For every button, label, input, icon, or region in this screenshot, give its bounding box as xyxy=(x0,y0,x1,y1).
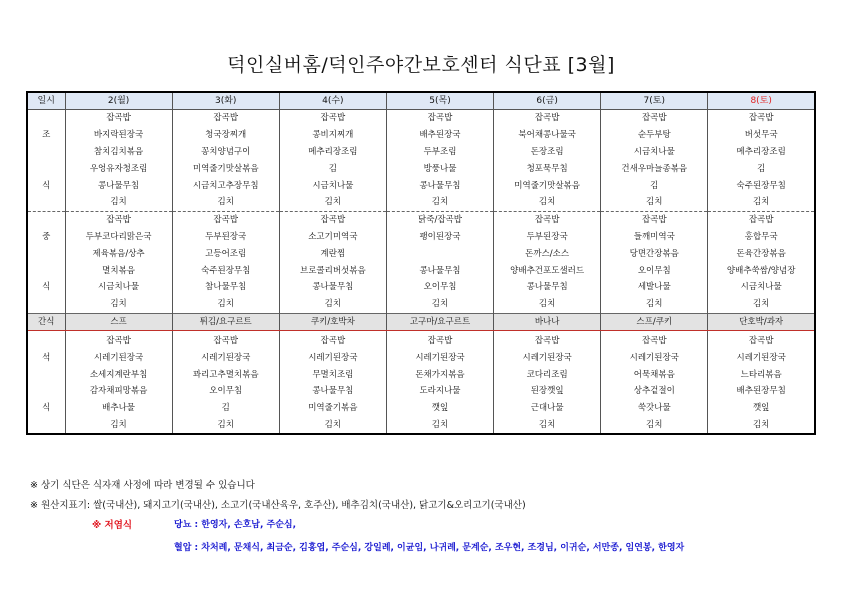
menu-cell: 바지락된장국 xyxy=(65,127,172,144)
menu-cell: 김 xyxy=(172,400,279,417)
menu-cell: 참치김치볶음 xyxy=(65,144,172,161)
menu-cell: 들깨미역국 xyxy=(601,229,708,246)
menu-cell: 잡곡밥 xyxy=(65,211,172,228)
menu-cell: 꽁치양념구이 xyxy=(172,144,279,161)
snack-cell: 스프 xyxy=(65,313,172,330)
menu-cell: 어묵채볶음 xyxy=(601,366,708,383)
menu-cell: 코다리조림 xyxy=(494,366,601,383)
menu-cell: 김치 xyxy=(279,194,386,211)
breakfast-label-cell xyxy=(27,194,65,211)
menu-cell: 미역줄기맛살볶음 xyxy=(172,160,279,177)
menu-cell: 근대나물 xyxy=(494,400,601,417)
menu-cell: 제육볶음/상추 xyxy=(65,245,172,262)
breakfast-row xyxy=(27,110,815,127)
menu-cell: 닭죽/잡곡밥 xyxy=(386,211,493,228)
menu-cell: 숙주된장무침 xyxy=(172,262,279,279)
menu-cell: 김치 xyxy=(172,296,279,313)
snack-cell: 고구마/요구르트 xyxy=(386,313,493,330)
menu-cell: 두부코다리맑은국 xyxy=(65,229,172,246)
menu-cell: 순두부탕 xyxy=(601,127,708,144)
dinner-row xyxy=(27,383,815,400)
menu-cell: 시레기된장국 xyxy=(708,349,815,366)
menu-cell: 잡곡밥 xyxy=(494,333,601,350)
day-header: 8(토) xyxy=(708,92,815,110)
menu-cell: 소세지계란부침 xyxy=(65,366,172,383)
menu-cell: 시레기된장국 xyxy=(494,349,601,366)
menu-cell: 콩나물무침 xyxy=(65,177,172,194)
breakfast-label: 식 xyxy=(27,177,65,194)
menu-cell: 두부조림 xyxy=(386,144,493,161)
menu-cell: 우엉유자청조림 xyxy=(65,160,172,177)
day-header: 5(목) xyxy=(386,92,493,110)
menu-cell: 배추된장국 xyxy=(386,127,493,144)
lunch-label-cell xyxy=(27,211,65,228)
snack-cell: 튀김/요구르트 xyxy=(172,313,279,330)
menu-cell: 멸치볶음 xyxy=(65,262,172,279)
menu-cell: 김치 xyxy=(65,296,172,313)
lunch-label: 식 xyxy=(27,279,65,296)
menu-cell: 시레기된장국 xyxy=(601,349,708,366)
header-row xyxy=(27,92,815,110)
menu-cell: 방풍나물 xyxy=(386,160,493,177)
breakfast-row xyxy=(27,127,815,144)
menu-cell xyxy=(386,245,493,262)
menu-cell: 잡곡밥 xyxy=(494,211,601,228)
lunch-row xyxy=(27,262,815,279)
header-corner: 일시 xyxy=(27,92,65,110)
diabetes-list: 당뇨 : 한영자, 손호남, 주순심, xyxy=(174,520,297,530)
menu-cell: 양배추쑥쌈/양념장 xyxy=(708,262,815,279)
menu-cell: 김치 xyxy=(708,194,815,211)
menu-cell: 잡곡밥 xyxy=(65,110,172,127)
menu-cell: 김치 xyxy=(172,194,279,211)
menu-cell: 시금치나물 xyxy=(708,279,815,296)
menu-cell: 돈채가지볶음 xyxy=(386,366,493,383)
lunch-label: 중 xyxy=(27,229,65,246)
menu-cell: 김치 xyxy=(386,194,493,211)
menu-cell: 깻잎 xyxy=(386,400,493,417)
dinner-label: 식 xyxy=(27,400,65,417)
menu-cell: 청포묵무침 xyxy=(494,160,601,177)
breakfast-label-cell xyxy=(27,110,65,127)
breakfast-label: 조 xyxy=(27,127,65,144)
menu-cell: 시금치나물 xyxy=(279,177,386,194)
menu-cell: 김치 xyxy=(65,194,172,211)
menu-cell: 시레기된장국 xyxy=(279,349,386,366)
lunch-row xyxy=(27,296,815,313)
menu-cell: 김치 xyxy=(172,417,279,435)
menu-cell: 시금치나물 xyxy=(601,144,708,161)
menu-cell: 배추나물 xyxy=(65,400,172,417)
menu-cell: 김치 xyxy=(601,194,708,211)
menu-cell: 잡곡밥 xyxy=(708,110,815,127)
lunch-row xyxy=(27,279,815,296)
dinner-label-cell xyxy=(27,366,65,383)
menu-cell: 오이무침 xyxy=(172,383,279,400)
dinner-label: 석 xyxy=(27,349,65,366)
menu-table xyxy=(26,91,816,435)
menu-cell: 콩나물무침 xyxy=(279,279,386,296)
breakfast-label-cell xyxy=(27,160,65,177)
menu-cell: 잡곡밥 xyxy=(601,211,708,228)
menu-cell: 두부된장국 xyxy=(172,229,279,246)
hypertension-list: 혈압 : 차처례, 문채식, 최금순, 김홍엽, 주순심, 강일례, 이균임, 나귀례, 문계순, 조우현, 조경님, 이귀순, 서만종, 임연봉, 한영자 xyxy=(174,543,685,553)
menu-cell: 건새우마늘종볶음 xyxy=(601,160,708,177)
change-notice: ※ 상기 식단은 식자재 사정에 따라 변경될 수 있습니다 xyxy=(30,480,255,491)
menu-cell: 느타리볶음 xyxy=(708,366,815,383)
menu-cell: 양배추건포도샐러드 xyxy=(494,262,601,279)
menu-cell: 깻잎 xyxy=(708,400,815,417)
menu-cell: 두부된장국 xyxy=(494,229,601,246)
menu-cell: 홍합무국 xyxy=(708,229,815,246)
dinner-row xyxy=(27,333,815,350)
dinner-row xyxy=(27,400,815,417)
menu-cell: 김치 xyxy=(708,296,815,313)
dinner-row xyxy=(27,366,815,383)
menu-cell: 숙주된장무침 xyxy=(708,177,815,194)
menu-cell: 메추리장조림 xyxy=(708,144,815,161)
page-title: 덕인실버홈/덕인주야간보호센터 식단표 [3월] xyxy=(227,54,615,76)
menu-cell: 꽈리고추멸치볶음 xyxy=(172,366,279,383)
dinner-row xyxy=(27,349,815,366)
menu-cell: 고등어조림 xyxy=(172,245,279,262)
menu-cell: 돈육간장볶음 xyxy=(708,245,815,262)
snack-cell: 쿠키/호박차 xyxy=(279,313,386,330)
menu-cell: 북어채콩나물국 xyxy=(494,127,601,144)
lunch-row xyxy=(27,245,815,262)
menu-cell: 시금치나물 xyxy=(65,279,172,296)
menu-cell: 잡곡밥 xyxy=(386,333,493,350)
menu-cell: 시금치고추장무침 xyxy=(172,177,279,194)
dinner-label-cell xyxy=(27,417,65,435)
day-header: 3(화) xyxy=(172,92,279,110)
menu-cell: 쑥갓나물 xyxy=(601,400,708,417)
menu-cell: 브로콜리버섯볶음 xyxy=(279,262,386,279)
menu-cell: 김치 xyxy=(494,417,601,435)
lunch-label-cell xyxy=(27,296,65,313)
menu-cell: 잡곡밥 xyxy=(172,211,279,228)
menu-cell: 시레기된장국 xyxy=(65,349,172,366)
menu-cell: 김치 xyxy=(494,194,601,211)
menu-cell: 김치 xyxy=(708,417,815,435)
menu-cell: 오이무침 xyxy=(386,279,493,296)
menu-cell: 김치 xyxy=(386,417,493,435)
breakfast-row xyxy=(27,177,815,194)
snack-cell: 단호박/과자 xyxy=(708,313,815,330)
menu-cell: 잡곡밥 xyxy=(708,211,815,228)
menu-cell: 잡곡밥 xyxy=(172,333,279,350)
menu-cell: 콩나물무침 xyxy=(386,177,493,194)
menu-cell: 김 xyxy=(279,160,386,177)
menu-cell: 잡곡밥 xyxy=(601,110,708,127)
menu-cell: 잡곡밥 xyxy=(279,110,386,127)
menu-cell: 김치 xyxy=(601,417,708,435)
menu-cell: 김치 xyxy=(601,296,708,313)
menu-cell: 팽이된장국 xyxy=(386,229,493,246)
day-header: 6(금) xyxy=(494,92,601,110)
menu-cell: 세발나물 xyxy=(601,279,708,296)
low-salt-label: ※ 저염식 xyxy=(92,520,133,531)
breakfast-label-cell xyxy=(27,144,65,161)
menu-cell: 잡곡밥 xyxy=(279,333,386,350)
menu-cell: 소고기미역국 xyxy=(279,229,386,246)
menu-cell: 시레기된장국 xyxy=(386,349,493,366)
dinner-label-cell xyxy=(27,333,65,350)
day-header: 4(수) xyxy=(279,92,386,110)
menu-cell: 김치 xyxy=(386,296,493,313)
menu-cell: 무멸치조림 xyxy=(279,366,386,383)
menu-cell: 상추겉절이 xyxy=(601,383,708,400)
origin-notice: ※ 원산지표기: 쌀(국내산), 돼지고기(국내산), 소고기(국내산육우, 호주산), 배추김치(국내산), 닭고기&오리고기(국내산) xyxy=(30,500,526,511)
snack-cell: 바나나 xyxy=(494,313,601,330)
menu-cell: 잡곡밥 xyxy=(494,110,601,127)
snack-cell: 스프/쿠키 xyxy=(601,313,708,330)
menu-cell: 김치 xyxy=(65,417,172,435)
breakfast-row xyxy=(27,160,815,177)
lunch-label-cell xyxy=(27,262,65,279)
menu-cell: 콩비지찌개 xyxy=(279,127,386,144)
menu-cell: 도라지나물 xyxy=(386,383,493,400)
menu-cell: 청국장찌개 xyxy=(172,127,279,144)
menu-cell: 김 xyxy=(601,177,708,194)
menu-cell: 시레기된장국 xyxy=(172,349,279,366)
day-header: 7(토) xyxy=(601,92,708,110)
menu-cell: 감자채피망볶음 xyxy=(65,383,172,400)
menu-cell: 참나물무침 xyxy=(172,279,279,296)
menu-cell: 오이무침 xyxy=(601,262,708,279)
menu-cell: 된장깻잎 xyxy=(494,383,601,400)
menu-cell: 잡곡밥 xyxy=(386,110,493,127)
menu-cell: 콩나물무침 xyxy=(386,262,493,279)
menu-cell: 메추리장조림 xyxy=(279,144,386,161)
dinner-row xyxy=(27,417,815,435)
menu-cell: 콩나물무침 xyxy=(279,383,386,400)
menu-cell: 잡곡밥 xyxy=(279,211,386,228)
menu-cell: 잡곡밥 xyxy=(601,333,708,350)
menu-cell: 미역줄기볶음 xyxy=(279,400,386,417)
menu-cell: 김치 xyxy=(279,296,386,313)
lunch-row xyxy=(27,211,815,228)
menu-cell: 돈까스/소스 xyxy=(494,245,601,262)
menu-cell: 계란찜 xyxy=(279,245,386,262)
menu-cell: 김 xyxy=(708,160,815,177)
menu-cell: 콩나물무침 xyxy=(494,279,601,296)
menu-cell: 잡곡밥 xyxy=(708,333,815,350)
breakfast-row xyxy=(27,144,815,161)
lunch-label-cell xyxy=(27,245,65,262)
snack-label: 간식 xyxy=(27,313,65,330)
day-header: 2(월) xyxy=(65,92,172,110)
dinner-label-cell xyxy=(27,383,65,400)
lunch-row xyxy=(27,229,815,246)
menu-cell: 버섯무국 xyxy=(708,127,815,144)
menu-cell: 김치 xyxy=(279,417,386,435)
menu-cell: 잡곡밥 xyxy=(172,110,279,127)
menu-cell: 김치 xyxy=(494,296,601,313)
snack-row xyxy=(27,313,815,330)
menu-cell: 잡곡밥 xyxy=(65,333,172,350)
menu-cell: 배추된장무침 xyxy=(708,383,815,400)
breakfast-row xyxy=(27,194,815,211)
menu-cell: 당면간장볶음 xyxy=(601,245,708,262)
menu-cell: 미역줄기맛살볶음 xyxy=(494,177,601,194)
menu-cell: 돈장조림 xyxy=(494,144,601,161)
